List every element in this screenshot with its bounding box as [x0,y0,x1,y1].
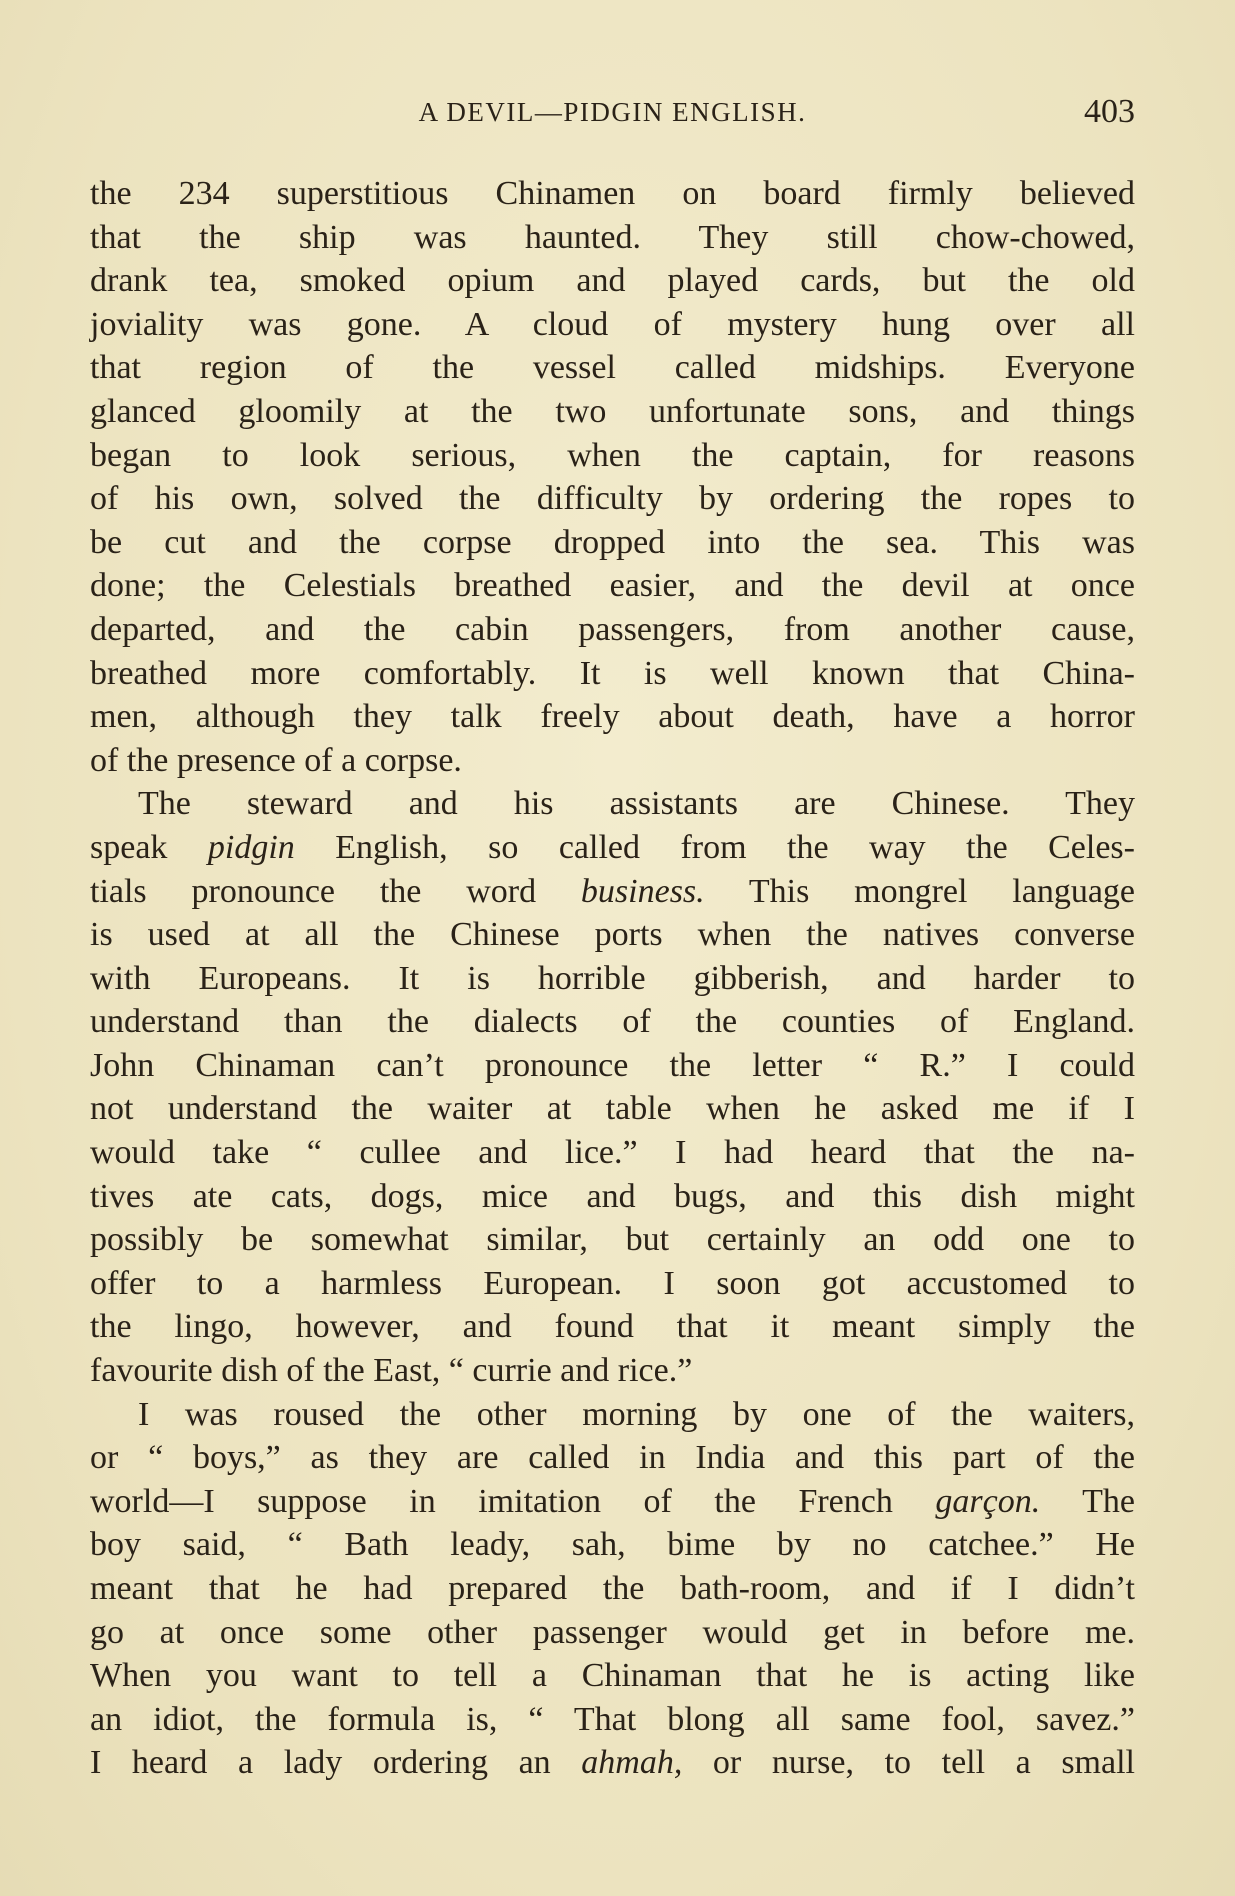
text-line: or “ boys,” as they are called in India and this part of the [90,1439,1135,1477]
text-line: the lingo, however, and found that it meant simply the [90,1308,1135,1346]
text-line: boy said, “ Bath leady, sah, bime by no catchee.” He [90,1526,1135,1564]
text-line: possibly be somewhat similar, but certainly an odd one to [90,1221,1135,1259]
text-line: drank tea, smoked opium and played cards, but the old [90,262,1135,300]
page-number: 403 [1084,93,1135,130]
text-line: not understand the waiter at table when he asked me if I [90,1090,1135,1128]
paragraph-2 [90,782,1135,1392]
text-line: tials pronounce the word business. This mongrel language [90,872,1136,910]
italic-word: ahmah, [581,1744,683,1782]
italic-word: business. [580,872,705,910]
text-line: is used at all the Chinese ports when the natives converse [90,916,1135,954]
text-line: I heard a lady ordering an ahmah, or nurse, to tell a small [90,1744,1135,1782]
body-text [90,172,1135,1785]
text-line: favourite dish of the East, “ currie and rice.” [90,1352,693,1390]
text-line: an idiot, the formula is, “ That blong all same fool, savez.” [90,1700,1135,1738]
italic-word: garçon. [935,1482,1041,1520]
text-line: tives ate cats, dogs, mice and bugs, and this dish might [90,1177,1135,1215]
paragraph-3 [90,1393,1135,1785]
paragraph-1 [90,172,1135,782]
text-line: departed, and the cabin passengers, from another cause, [90,610,1135,648]
page-header [90,90,1135,134]
italic-word: pidgin [207,828,295,866]
text-line: done; the Celestials breathed easier, and the devil at once [90,567,1135,605]
text-line: of the presence of a corpse. [90,741,462,779]
text-line: John Chinaman can’t pronounce the letter “ R.” I could [90,1046,1135,1084]
text-line: offer to a harmless European. I soon got accustomed to [90,1264,1135,1302]
text-line: be cut and the corpse dropped into the sea. This was [90,523,1135,561]
text-line: of his own, solved the difficulty by ordering the ropes to [90,480,1135,518]
text-line: joviality was gone. A cloud of mystery hung over all [90,305,1135,343]
text-line: world—I suppose in imitation of the French garçon. The [90,1482,1135,1520]
text-line: began to look serious, when the captain, for reasons [90,436,1135,474]
text-line: men, although they talk freely about death, have a horror [90,698,1135,736]
text-line: The steward and his assistants are Chinese. They [138,785,1135,823]
text-line: I was roused the other morning by one of the waiters, [138,1395,1135,1433]
text-line: glanced gloomily at the two unfortunate sons, and things [90,392,1135,430]
text-line: breathed more comfortably. It is well known that China- [90,654,1135,692]
text-line: that the ship was haunted. They still chow-chowed, [90,218,1135,256]
text-line: with Europeans. It is horrible gibberish, and harder to [90,959,1135,997]
text-line: speak pidgin English, so called from the way the Celes- [90,828,1135,866]
text-line: would take “ cullee and lice.” I had heard that the na- [90,1134,1135,1172]
text-line: When you want to tell a Chinaman that he is acting like [90,1657,1135,1695]
text-line: meant that he had prepared the bath-room, and if I didn’t [90,1570,1135,1607]
text-line: that region of the vessel called midships. Everyone [90,349,1135,387]
running-title: A DEVIL—PIDGIN ENGLISH. [418,97,807,127]
text-line: understand than the dialects of the counties of England. [90,1003,1135,1041]
text-line: go at once some other passenger would get in before me. [90,1613,1135,1651]
text-line: the 234 superstitious Chinamen on board firmly believed [90,175,1135,212]
